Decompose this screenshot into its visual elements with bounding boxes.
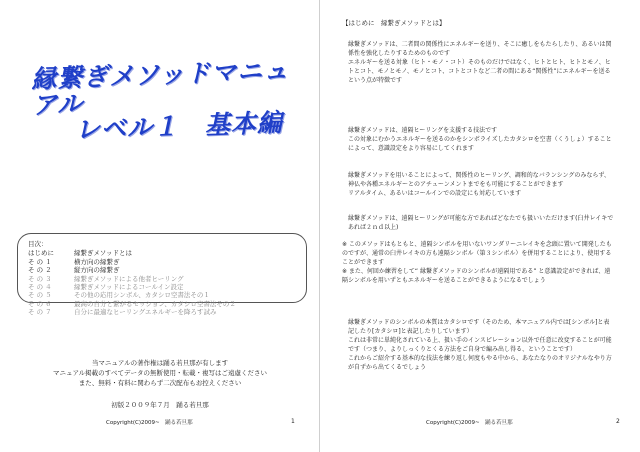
paragraph: 縁繋ぎメソッドは、遠隔ヒーリングが可能な方であればどなたでも扱いいただけます(臼井レイキであれば２ｎｄ以上)	[348, 215, 614, 231]
intro-block-2	[342, 126, 614, 153]
paragraph: この対象にむかうエネルギーを送るのかをシンボライズしたカタシロを空書（くうしょ）することによって、意識設定をより容易にしてくれます	[348, 136, 612, 152]
page-number: 2	[616, 418, 620, 425]
paragraph: リアルタイム、あるいはコールインでの設定にも対応しています	[348, 190, 522, 197]
notice-line: 当マニュアルの著作権は踊る若旦那が有します	[91, 359, 229, 367]
note-paragraph: ※ このメソッドはもともと、遠隔シンボルを用いないワンダリーニレイキを念頭に置いて開発したものですが、通常の臼井レイキの方も遠隔シンボル（第３シンボル）を併用することにより、使用することができます	[342, 241, 612, 266]
toc-item	[28, 300, 298, 308]
paragraph: 縁繋ぎメソッドを用いることによって、関係性のヒーリング、調和的なバランシングのみならず、神仏や各種エネルギーとのアチューンメントまでをも可能にすることができます	[348, 172, 610, 188]
notice-line: また、無料・有料に関わらず二次配布もお控えください	[78, 379, 242, 387]
page-number: 1	[291, 418, 295, 425]
toc-item-label: 最高の自分と繋がるセッション、カタシロ空書法その２	[74, 299, 236, 308]
section-heading: 【はじめに 縁繋ぎメソッドとは】	[342, 19, 446, 27]
toc-header: 目次：	[28, 240, 48, 248]
toc-item	[28, 258, 298, 266]
toc-item-number: はじめに	[28, 249, 54, 258]
toc-item-label: 縁繋ぎメソッドとは	[74, 249, 132, 258]
paragraph: これからご紹介する基本的な技法を練り返し何度もやる中から、あなたなりのオリジナルなやり方が自ずから出てくるでしょう	[348, 355, 612, 371]
intro-block-1	[342, 40, 614, 85]
intro-block-3	[342, 171, 614, 198]
toc-item-number: そ の ７	[28, 308, 52, 317]
title-line-2: レベル１ 基本編	[74, 107, 284, 145]
notes-block	[342, 240, 614, 285]
toc-item-number: そ の ２	[28, 266, 52, 275]
toc-item-label: 縁繋ぎメソッドによるコールイン設定	[74, 283, 184, 292]
toc-item-label: 横方向の縁繋ぎ	[74, 257, 120, 266]
paragraph: 縁繋ぎメソッドは、二者間の関係性にエネルギーを送り、そこに癒しをもたらしたり、あるいは関係性を強化したりするためのものです	[348, 41, 612, 57]
title-line-1: 縁繋ぎメソッドマニュアル	[30, 55, 290, 120]
table-of-contents	[17, 233, 307, 317]
toc-item	[28, 275, 298, 283]
toc-item-number: そ の ３	[28, 274, 52, 283]
publication-info: 初版２００９年７月 踊る若旦那	[111, 401, 209, 409]
paragraph: エネルギーを送る対象（ヒト・モノ・コト）そのものだけではなく、ヒトとヒト、ヒトとモノ、ヒトとコト、モノとモノ、モノとコト、コトとコトなど二者の間にある“関係性”にエネルギーを送るという点が特徴です	[348, 59, 611, 84]
toc-item-number: そ の １	[28, 257, 52, 266]
toc-item	[28, 308, 298, 316]
toc-item-label: 縦方向の縁繋ぎ	[74, 266, 120, 275]
note-paragraph: ※ また、何回か練習をして“ 縁繋ぎメソッドのシンボルが遠隔用である” と意識設定ができれば、遠隔シンボルを用いずともエネルギーを送ることができるようになるでしょう	[342, 268, 611, 284]
copyright-notice	[0, 358, 320, 388]
paragraph: 縁繋ぎメソッドは、遠隔ヒーリングを支援する技法です	[348, 127, 498, 134]
toc-item-label: 自分に最適なヒーリングエネルギーを降ろす試み	[74, 308, 217, 317]
manual-title	[31, 57, 304, 144]
toc-item-number: そ の ５	[28, 291, 52, 300]
toc-item	[28, 249, 298, 257]
intro-block-4	[342, 214, 614, 232]
toc-item	[28, 266, 298, 274]
toc-item-label: 縁繋ぎメソッドによる他者ヒーリング	[74, 274, 184, 283]
toc-item-number: そ の ４	[28, 283, 52, 292]
page-footer: Copyright(C)2009~ 踊る若旦那	[106, 420, 193, 426]
toc-item-label: その他の応用シンボル、カタシロ空書法その１	[74, 291, 210, 300]
toc-item-number: そ の ６	[28, 299, 52, 308]
manual-page-2	[320, 0, 640, 452]
page-footer: Copyright(C)2009~ 踊る若旦那	[426, 420, 513, 426]
paragraph: これは非常に単純化されている上、扱い手のインスピレーション以外で任意に改変することが可能です（つまり、よりしっくりとくる方法をご自身で編み出し得る、ということです）	[348, 337, 612, 353]
toc-item	[28, 291, 298, 299]
notice-line: マニュアル掲載のすべてデータの無断使用・転載・複写はご遠慮ください	[52, 369, 268, 377]
intro-block-5	[342, 318, 614, 372]
paragraph: 縁繋ぎメソッドのシンボルの本質はカタシロです（そのため、本マニュアル内では[シンボル]と表記したり[カタシロ]と表記したりしています）	[348, 319, 610, 335]
